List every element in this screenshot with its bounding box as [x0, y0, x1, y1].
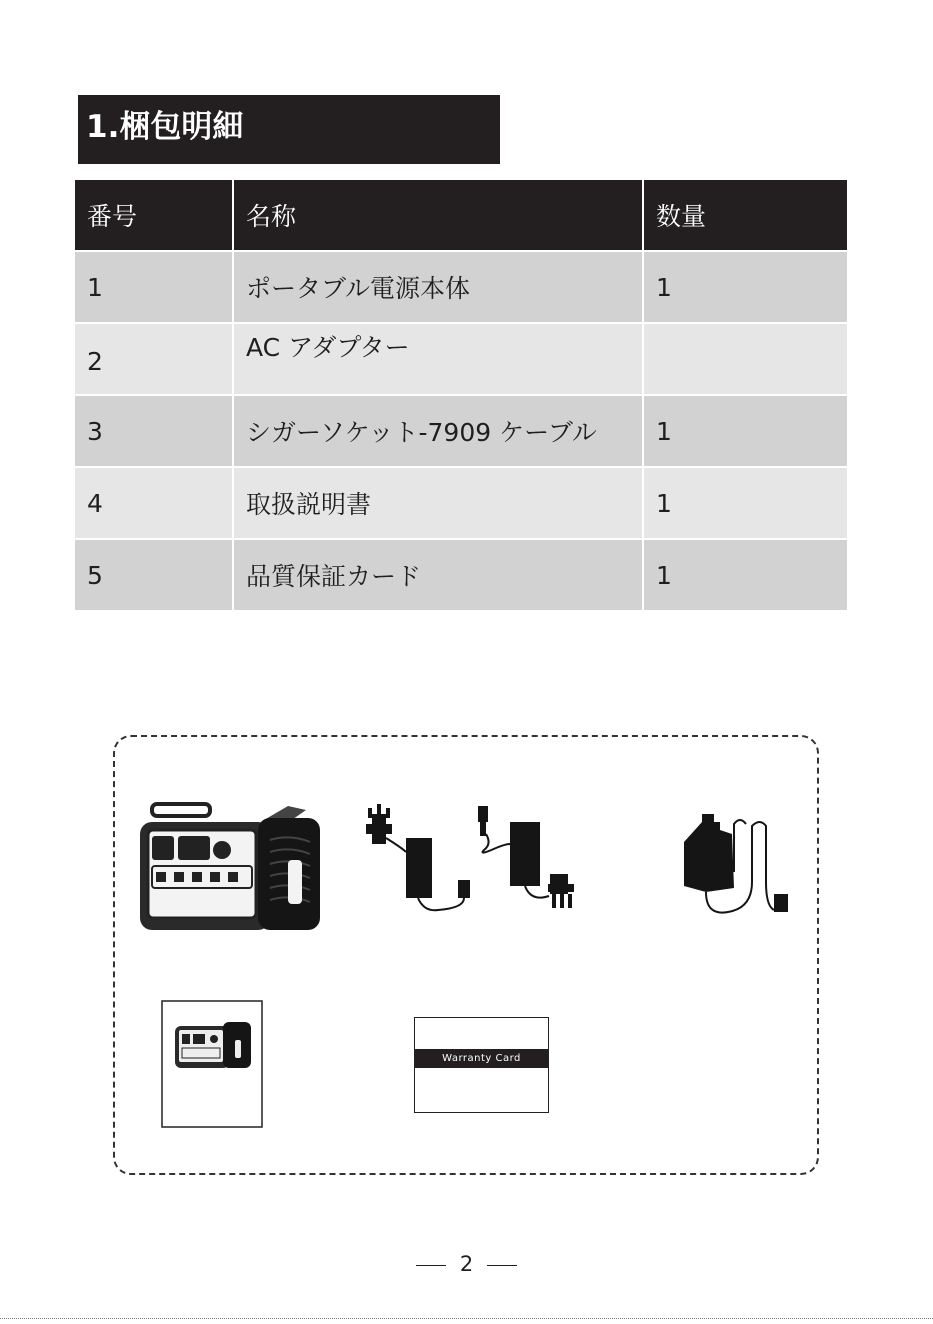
row-name-cell — [233, 323, 643, 395]
car-charger-cable-image — [680, 812, 792, 918]
page-number: 2 — [459, 1252, 474, 1276]
warranty-card-label: Warranty Card — [415, 1049, 548, 1068]
table-row — [74, 467, 848, 539]
section-title: 1.梱包明細 — [78, 95, 500, 164]
row-name: シガーソケット-7909 ケーブル — [233, 395, 643, 467]
footer-rule-left — [416, 1265, 446, 1266]
row-quantity: 1 — [643, 539, 848, 611]
package-contents-table — [73, 178, 849, 612]
table-row — [74, 395, 848, 467]
warranty-card-image — [414, 1017, 549, 1113]
table-row — [74, 251, 848, 323]
ac-adapter-image — [362, 804, 587, 916]
table-row — [74, 323, 848, 395]
row-quantity — [643, 323, 848, 395]
row-number: 3 — [74, 395, 233, 467]
instruction-manual-image — [161, 1000, 263, 1128]
row-quantity: 1 — [643, 251, 848, 323]
page-footer — [0, 1252, 933, 1276]
footer-rule-right — [487, 1265, 517, 1266]
row-quantity: 1 — [643, 467, 848, 539]
row-number: 2 — [74, 323, 233, 395]
bottom-dotted-line — [0, 1318, 933, 1319]
row-name: 取扱説明書 — [233, 467, 643, 539]
row-number: 4 — [74, 467, 233, 539]
row-number: 1 — [74, 251, 233, 323]
table-row — [74, 539, 848, 611]
row-name: 品質保証カード — [233, 539, 643, 611]
header-quantity: 数量 — [643, 179, 848, 251]
row-quantity: 1 — [643, 395, 848, 467]
row-name: AC アダプター — [246, 333, 410, 362]
row-number: 5 — [74, 539, 233, 611]
header-name: 名称 — [233, 179, 643, 251]
row-name: ポータブル電源本体 — [233, 251, 643, 323]
power-station-image — [138, 800, 324, 936]
table-header-row — [74, 179, 848, 251]
header-number: 番号 — [74, 179, 233, 251]
